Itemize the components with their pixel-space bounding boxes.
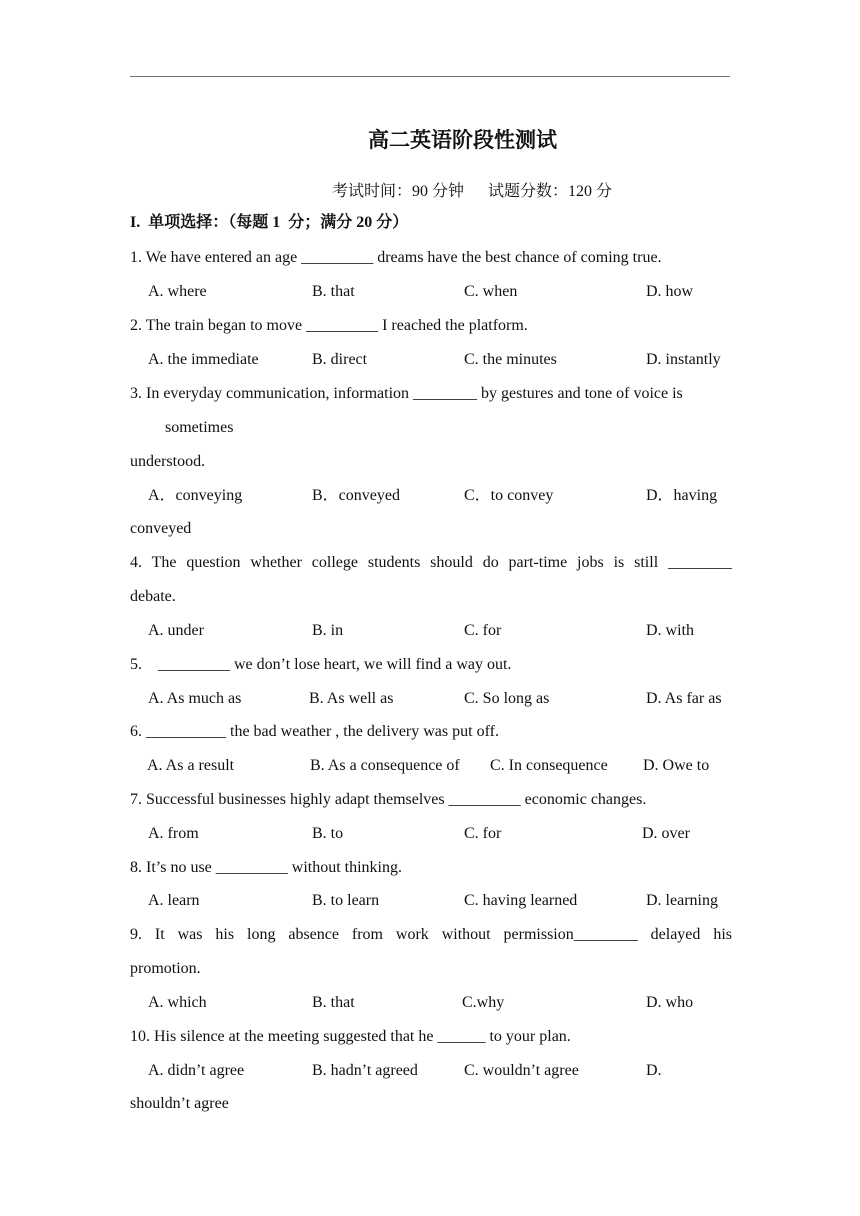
question-3-option-c: C．to convey (464, 487, 554, 504)
question-7-option-a: A. from (148, 825, 199, 842)
question-7-option-d: D. over (642, 825, 690, 842)
question-7-option-b: B. to (312, 825, 344, 842)
question-8-option-d: D. learning (646, 892, 718, 909)
question-4-stem-line: debate. (130, 588, 176, 605)
question-3-option-a: A．conveying (148, 487, 243, 504)
question-2-option-d: D. instantly (646, 351, 721, 368)
question-10-option-wrap: shouldn’t agree (130, 1095, 229, 1112)
question-7-stem-line: 7. Successful businesses highly adapt themselves _________ economic changes. (130, 791, 647, 808)
question-5-option-d: D. As far as (646, 690, 722, 707)
question-1-option-c: C. when (464, 283, 518, 300)
page-title: 高二英语阶段性测试 (368, 128, 557, 152)
question-2-stem-line: 2. The train began to move _________ I reached the platform. (130, 317, 528, 334)
question-7-option-c: C. for (464, 825, 502, 842)
question-1-option-a: A. where (148, 283, 207, 300)
question-8-stem-line: 8. It’s no use _________ without thinking. (130, 859, 402, 876)
question-1-stem-line: 1. We have entered an age _________ dreams have the best chance of coming true. (130, 249, 662, 266)
exam-info: 考试时间：90 分钟 试题分数：120 分 (332, 183, 613, 200)
question-4-option-b: B. in (312, 622, 344, 639)
question-9-option-a: A. which (148, 994, 207, 1011)
question-6-option-a: A. As a result (147, 757, 235, 774)
question-6-stem-line: 6. __________ the bad weather , the delivery was put off. (130, 723, 499, 740)
question-5-stem-line: 5. _________ we don’t lose heart, we will find a way out. (130, 656, 512, 673)
question-10-option-a: A. didn’t agree (148, 1062, 245, 1079)
question-5-option-b: B. As well as (309, 690, 394, 707)
question-4-option-d: D. with (646, 622, 694, 639)
question-10-option-b: B. hadn’t agreed (312, 1062, 418, 1079)
question-5-option-a: A. As much as (148, 690, 242, 707)
question-3-stem-line: 3. In everyday communication, information ________ by gestures and tone of voice is (130, 385, 683, 402)
question-4-option-c: C. for (464, 622, 502, 639)
question-9-stem-line: promotion. (130, 960, 201, 977)
question-10-stem-line: 10. His silence at the meeting suggested that he ______ to your plan. (130, 1028, 571, 1045)
question-1-option-b: B. that (312, 283, 355, 300)
question-2-option-a: A. the immediate (148, 351, 259, 368)
question-10-option-c: C. wouldn’t agree (464, 1062, 579, 1079)
question-3-option-wrap: conveyed (130, 520, 192, 537)
question-4-stem-line: 4. The question whether college students should do part-time jobs is still ________ (130, 554, 732, 571)
header-rule (130, 76, 730, 77)
question-3-option-d: D．having (646, 487, 718, 504)
question-6-option-b: B. As a consequence of (310, 757, 460, 774)
question-3-option-b: B．conveyed (312, 487, 400, 504)
question-2-option-b: B. direct (312, 351, 368, 368)
question-9-stem-line: 9. It was his long absence from work without permission________ delayed his (130, 926, 732, 943)
question-6-option-d: D. Owe to (643, 757, 710, 774)
question-1-option-d: D. how (646, 283, 694, 300)
question-9-option-d: D. who (646, 994, 694, 1011)
question-8-option-a: A. learn (148, 892, 200, 909)
section-heading: I. 单项选择：（每题 1 分；满分 20 分） (130, 214, 409, 231)
question-3-stem-line: sometimes (165, 419, 234, 436)
question-9-option-b: B. that (312, 994, 355, 1011)
question-6-option-c: C. In consequence (490, 757, 608, 774)
question-5-option-c: C. So long as (464, 690, 550, 707)
question-4-option-a: A. under (148, 622, 204, 639)
question-9-option-c: C.why (462, 994, 505, 1011)
question-10-option-d: D. (646, 1062, 662, 1079)
question-8-option-c: C. having learned (464, 892, 578, 909)
question-8-option-b: B. to learn (312, 892, 380, 909)
question-3-stem-line: understood. (130, 453, 206, 470)
question-2-option-c: C. the minutes (464, 351, 557, 368)
